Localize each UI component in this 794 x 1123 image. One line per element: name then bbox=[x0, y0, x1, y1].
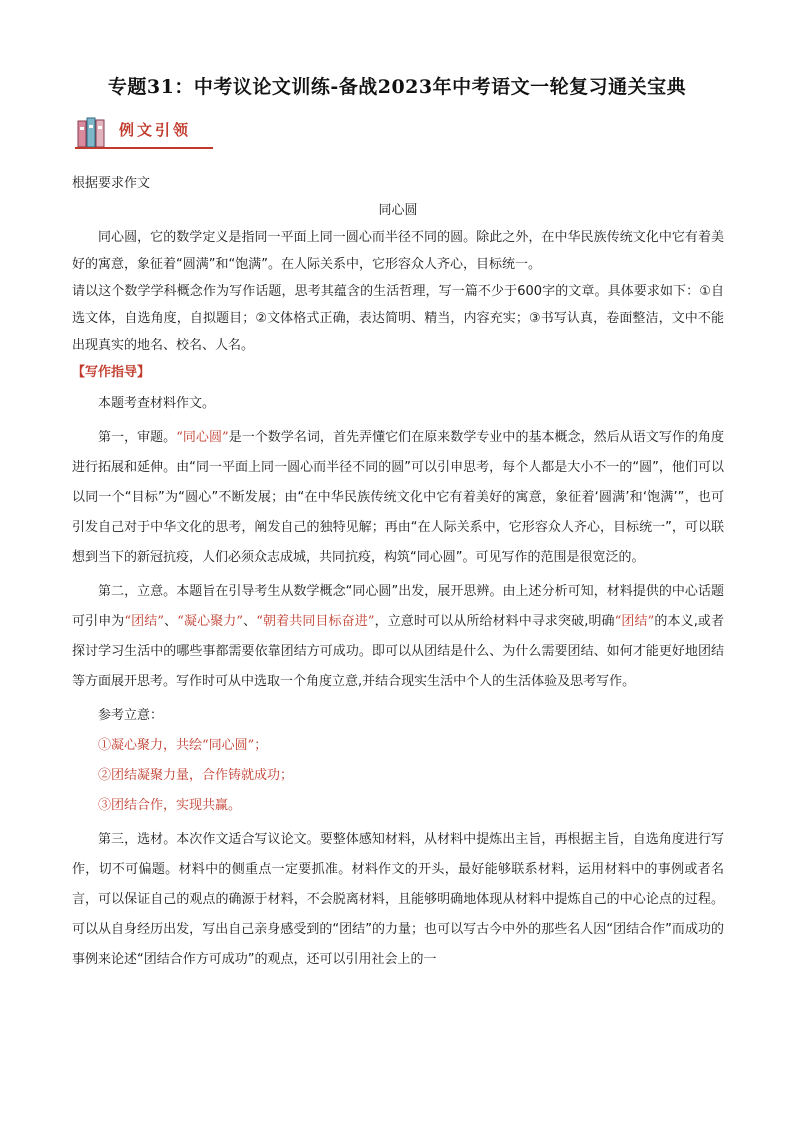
p2-term-1: “团结” bbox=[124, 614, 165, 629]
p2-sep-1: 、 bbox=[164, 614, 178, 629]
p2-term-3: “朝着共同目标奋进” bbox=[256, 614, 375, 629]
guide-paragraph-3: 第三，选材。本次作文适合写议论文。要整体感知材料，从材料中提炼出主旨，再根据主旨，自选角度进行写作，切不可偏题。材料中的侧重点一定要抓准。材料作文的开头，最好能够联系材料，运用材料中的事例或者名言，可以保证自己的观点的确源于材料，不会脱离材料，且能够明确地体现从材料中提炼自己的中心论点的过程。可以从自身经历出发，写出自己亲身感受到的“团结”的力量；也可以写古今中外的那些名人因“团结合作”而成功的事例来论述“团结合作方可成功”的观点，还可以引用社会上的一 bbox=[72, 832, 724, 967]
guide-paragraph-2 bbox=[72, 577, 724, 697]
requirement-paragraph: 请以这个数学学科概念作为写作话题，思考其蕴含的生活哲理，写一篇不少于600字的文章。具体要求如下：①自选文体，自选角度，自拟题目；②文体格式正确，表达简明、精当，内容充实；③书写认真，卷面整洁，文中不能出现真实的地名、校名、人名。 bbox=[72, 284, 724, 353]
idea-item: ②团结凝聚力量，合作铸就成功； bbox=[98, 768, 294, 783]
p1-body: 是一个数学名词，首先弄懂它们在原来数学专业中的基本概念，然后从语文写作的角度进行拓展和延伸。由“同一平面上同一圆心而半径不同的圆”可以引申思考，每个人都是大小不一的“圆”，他们可以以同一个“目标”为“圆心”不断发展；由“在中华民族传统文化中它有着美好的寓意，象征着‘圆满’和‘饱满’”，也可引发自己对于中华文化的思考，阐发自己的独特见解；再由“在人际关系中，它形容众人齐心，目标统一”，可以联想到当下的新冠抗疫，人们必须众志成城，共同抗疫，构筑“同心圆”。可见写作的范围是很宽泛的。 bbox=[72, 430, 724, 565]
instruction: 根据要求作文 bbox=[72, 176, 151, 191]
p2-tail: 的本义,或者探讨学习生活中的哪些事都需要依靠团结方可成功。即可以从团结是什么、为什么需要团结、如何才能更好地团结等方面展开思考。写作时可从中选取一个角度立意,并结合现实生活中个人的生活体验及思考写作。 bbox=[72, 614, 725, 689]
p2-middle: ，立意时可以从所给材料中寻求突破,明确 bbox=[374, 614, 615, 629]
p2-term-2: “凝心聚力” bbox=[177, 614, 244, 629]
essay-title: 同心圆 bbox=[378, 203, 418, 218]
guide-paragraph-1 bbox=[72, 423, 724, 573]
p2-sep-2: 、 bbox=[243, 614, 257, 629]
books-icon bbox=[75, 115, 115, 149]
section-banner bbox=[75, 113, 213, 151]
body-text bbox=[72, 170, 724, 975]
idea-item: ③团结合作，实现共赢。 bbox=[98, 798, 242, 813]
reference-label: 参考立意： bbox=[98, 708, 164, 723]
p2-term-4: “团结” bbox=[614, 614, 655, 629]
idea-item: ①凝心聚力，共绘“同心圆”； bbox=[98, 738, 268, 753]
material-paragraph: 同心圆，它的数学定义是指同一平面上同一圆心而半径不同的圆。除此之外，在中华民族传统文化中它有着美好的寓意，象征着“圆满”和“饱满”。在人际关系中，它形容众人齐心，目标统一。 bbox=[72, 230, 724, 272]
guide-heading: 【写作指导】 bbox=[72, 365, 151, 380]
p2-lead: 第二，立意。本题旨在引导考生从数学概念“同心圆”出发，展开思辨。由上述分析可知，材料提供的中心话题可引申为 bbox=[72, 584, 724, 629]
p1-lead: 第一，审题。 bbox=[98, 430, 177, 445]
banner-label: 例文引领 bbox=[119, 121, 192, 139]
guide-intro: 本题考查材料作文。 bbox=[98, 396, 216, 411]
page-title: 专题31：中考议论文训练-备战2023年中考语文一轮复习通关宝典 bbox=[107, 76, 687, 98]
banner-underline bbox=[75, 147, 213, 149]
p1-term: “同心圆” bbox=[176, 430, 229, 445]
